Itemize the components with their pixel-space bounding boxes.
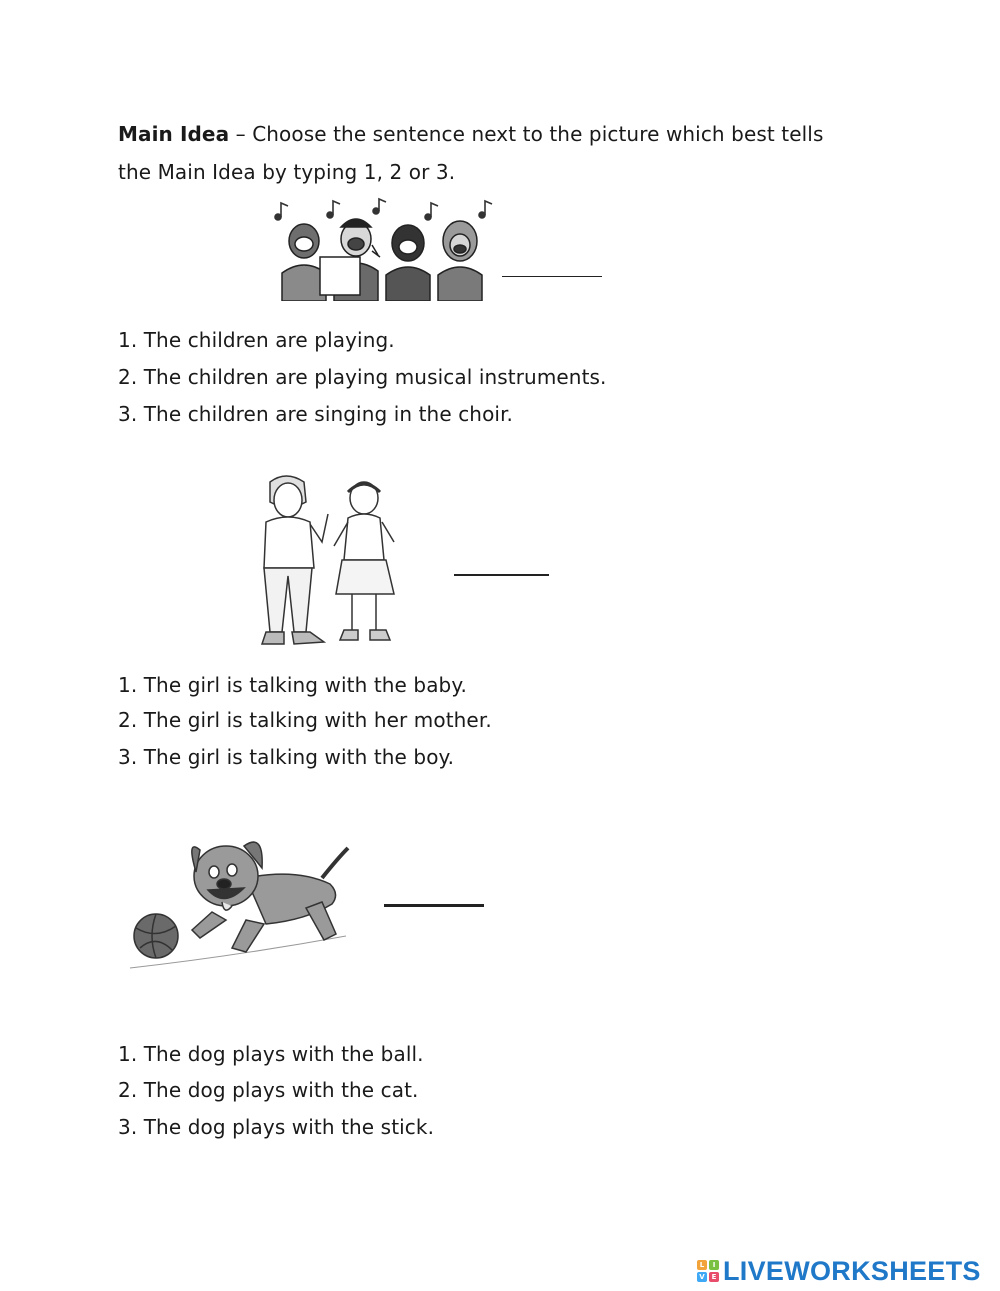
option-1-2: 2. The children are playing musical instruments. xyxy=(118,365,607,389)
music-note-icon xyxy=(275,203,288,220)
liveworksheets-logo[interactable] xyxy=(697,1255,981,1287)
music-note-icon xyxy=(327,201,340,218)
instructions-line-2: the Main Idea by typing 1, 2 or 3. xyxy=(118,160,456,184)
instructions-line-1 xyxy=(118,122,823,146)
instructions-title: Main Idea xyxy=(118,122,230,146)
option-2-1: 1. The girl is talking with the baby. xyxy=(118,673,467,697)
option-3-2: 2. The dog plays with the cat. xyxy=(118,1078,419,1102)
option-3-1: 1. The dog plays with the ball. xyxy=(118,1042,424,1066)
answer-input-3[interactable] xyxy=(384,882,484,907)
boy-and-girl-image xyxy=(248,472,418,654)
dog-with-ball-image xyxy=(126,828,350,974)
answer-input-1[interactable] xyxy=(502,254,602,277)
answer-input-2[interactable] xyxy=(454,552,549,576)
music-note-icon xyxy=(479,201,492,218)
option-1-1: 1. The children are playing. xyxy=(118,328,395,352)
choir-children-image xyxy=(268,197,496,301)
music-note-icon xyxy=(373,199,386,214)
option-2-2: 2. The girl is talking with her mother. xyxy=(118,708,492,732)
ball-icon xyxy=(134,914,178,958)
logo-text: LIVEWORKSHEETS xyxy=(723,1255,981,1286)
instructions-text-1: – Choose the sentence next to the picture which best tells xyxy=(229,122,824,146)
logo-mark-icon: L I V E xyxy=(697,1260,719,1282)
option-3-3: 3. The dog plays with the stick. xyxy=(118,1115,435,1139)
option-2-3: 3. The girl is talking with the boy. xyxy=(118,745,455,769)
music-note-icon xyxy=(425,203,438,220)
option-1-3: 3. The children are singing in the choir. xyxy=(118,402,514,426)
